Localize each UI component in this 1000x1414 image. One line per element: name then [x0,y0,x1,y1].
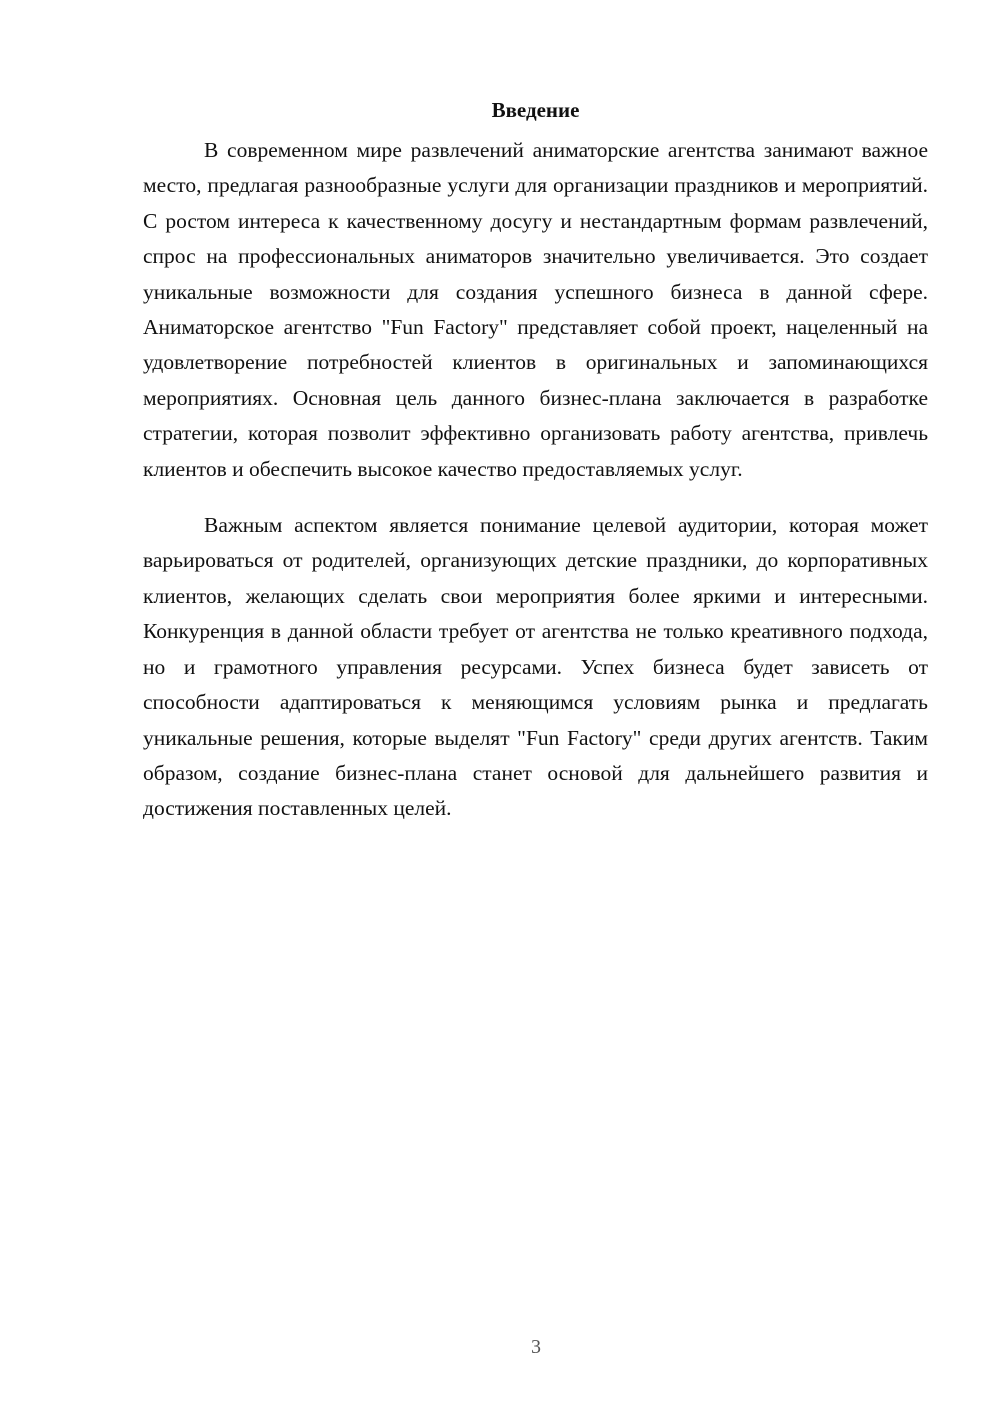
page-number: 3 [531,1336,541,1358]
page-content [143,92,928,827]
paragraph-2: Важным аспектом является понимание целевой аудитории, которая может варьироваться от родителей, организующих детские праздники, до корпоративных клиентов, желающих сделать свои мероприятия более яркими и интересными. Конкуренция в данной области требует от агентства не только креативного подхода, но и грамотного управления ресурсами. Успех бизнеса будет зависеть от способности адаптироваться к меняющимся условиям рынка и предлагать уникальные решения, которые выделят "Fun Factory" среди других агентств. Таким образом, создание бизнес-плана станет основой для дальнейшего развития и достижения поставленных целей. [143,513,928,821]
section-title: Введение [491,98,580,122]
paragraph-1: В современном мире развлечений аниматорские агентства занимают важное место, предлагая разнообразные услуги для организации праздников и мероприятий. С ростом интереса к качественному досугу и нестандартным формам развлечений, спрос на профессиональных аниматоров значительно увеличивается. Это создает уникальные возможности для создания успешного бизнеса в данной сфере. Аниматорское агентство "Fun Factory" представляет собой проект, нацеленный на удовлетворение потребностей клиентов в оригинальных и запоминающихся мероприятиях. Основная цель данного бизнес-плана заключается в разработке стратегии, которая позволит эффективно организовать работу агентства, привлечь клиентов и обеспечить высокое качество предоставляемых услуг. [143,138,928,481]
